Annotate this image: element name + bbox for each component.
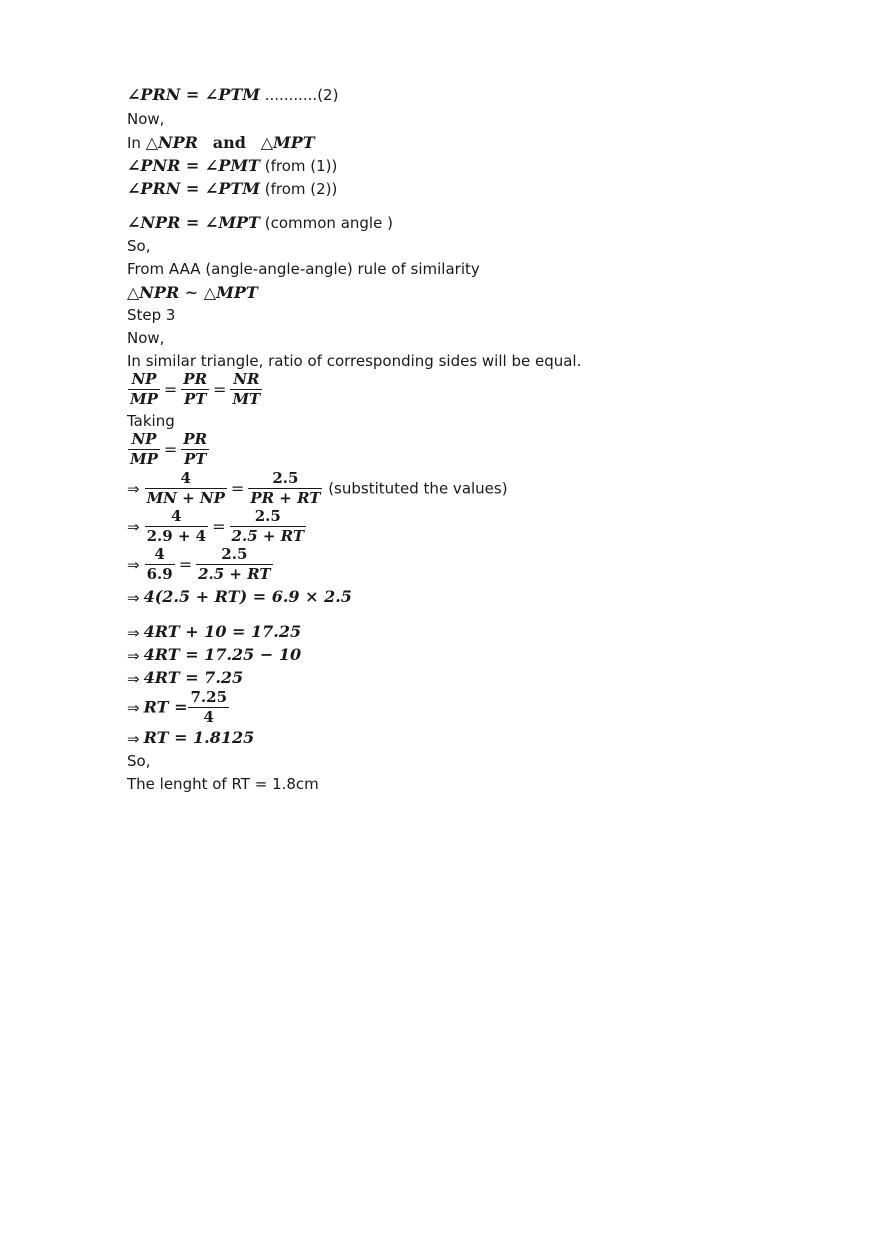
math-expression: ∠NPR = ∠MPT — [127, 213, 260, 232]
equation-line — [127, 622, 301, 643]
numerator: 2.5 — [248, 469, 322, 489]
math-expression: △MPT — [260, 133, 315, 152]
implies-arrow: ⇒ — [127, 669, 140, 688]
implies-arrow: ⇒ — [127, 646, 140, 665]
implies-arrow: ⇒ — [127, 555, 140, 574]
numerator: NR — [230, 370, 262, 390]
math-expression: 4(2.5 + RT) = 6.9 × 2.5 — [143, 587, 352, 606]
numerator: NP — [128, 430, 160, 450]
math-expression: △NPR ∼ △MPT — [127, 283, 258, 302]
equation-line — [127, 283, 258, 303]
denominator: PT — [183, 450, 207, 468]
fraction — [145, 507, 209, 546]
equation-line — [127, 133, 315, 153]
numerator: PR — [183, 370, 208, 388]
fraction — [181, 370, 209, 409]
fraction — [248, 469, 322, 508]
denominator: MN + NP — [146, 489, 225, 507]
text-fragment: (from (1)) — [259, 157, 338, 175]
numerator: 4 — [145, 469, 227, 489]
fraction — [128, 370, 160, 409]
fraction-equation — [127, 545, 274, 584]
numerator: PR — [183, 430, 208, 448]
denominator: PR + RT — [250, 489, 321, 507]
step-heading: Step 3 — [127, 306, 176, 324]
fraction — [145, 469, 227, 508]
fraction-equation — [127, 469, 508, 508]
equation-line — [127, 179, 337, 199]
final-answer: The lenght of RT = 1.8cm — [127, 775, 319, 793]
implies-arrow: ⇒ — [127, 588, 140, 607]
implies-arrow: ⇒ — [127, 623, 140, 642]
text-fragment: (substituted the values) — [323, 479, 508, 498]
text-fragment: (common angle ) — [259, 214, 393, 232]
text-fragment: In — [127, 134, 146, 152]
text-line: Now, — [127, 329, 165, 347]
equation-line — [127, 85, 338, 105]
equation-line — [127, 156, 337, 176]
denominator: 4 — [203, 708, 214, 726]
equals-sign: = — [213, 379, 227, 399]
text-line: Now, — [127, 110, 165, 128]
fraction — [128, 430, 160, 469]
equation-line — [127, 213, 393, 233]
denominator: PT — [183, 390, 207, 408]
denominator: MT — [232, 390, 261, 408]
implies-arrow: ⇒ — [127, 729, 140, 748]
text-line: From AAA (angle-angle-angle) rule of similarity — [127, 260, 480, 278]
equation-line — [127, 668, 243, 689]
fraction — [145, 545, 175, 584]
implies-arrow: ⇒ — [127, 517, 140, 536]
fraction — [230, 507, 306, 546]
math-expression: RT = — [143, 697, 188, 717]
equation-line — [127, 645, 301, 666]
text-line: In similar triangle, ratio of corresponding sides will be equal. — [127, 352, 582, 370]
text-line: So, — [127, 237, 151, 255]
equals-sign: = — [230, 478, 245, 498]
equals-sign: = — [178, 554, 193, 574]
denominator: 2.5 + RT — [198, 565, 271, 583]
equals-sign: = — [163, 439, 178, 459]
math-and: and — [212, 133, 246, 152]
fraction — [181, 430, 209, 469]
math-expression: △NPR — [145, 133, 198, 152]
numerator: 7.25 — [190, 688, 228, 706]
text-fragment: (from (2)) — [259, 180, 338, 198]
equals-sign: = — [212, 516, 226, 536]
implies-arrow: ⇒ — [127, 479, 140, 498]
numerator: 4 — [145, 545, 175, 565]
fraction-equation — [127, 688, 230, 727]
math-expression: ∠PRN = ∠PTM — [127, 85, 260, 104]
equation-reference: ...........(2) — [264, 86, 339, 104]
math-expression: 4RT = 7.25 — [143, 668, 244, 687]
denominator: 2.9 + 4 — [146, 527, 207, 545]
fraction — [230, 370, 262, 409]
equals-sign: = — [163, 379, 178, 399]
fraction — [196, 545, 272, 584]
fraction-equation — [127, 507, 307, 546]
numerator: 2.5 — [196, 545, 272, 565]
math-expression: RT = 1.8125 — [143, 728, 255, 747]
text-line: Taking — [127, 412, 175, 430]
numerator: NP — [128, 370, 160, 390]
implies-arrow: ⇒ — [127, 698, 140, 717]
numerator: 2.5 — [230, 507, 306, 527]
denominator: MP — [130, 390, 158, 408]
math-expression: ∠PNR = ∠PMT — [127, 156, 260, 175]
math-expression: ∠PRN = ∠PTM — [127, 179, 260, 198]
math-expression: 4RT + 10 = 17.25 — [143, 622, 302, 641]
equation-line — [127, 587, 352, 608]
equation-line — [127, 728, 254, 749]
math-expression: 4RT = 17.25 − 10 — [143, 645, 302, 664]
fraction-equation — [127, 430, 210, 469]
denominator: 2.5 + RT — [231, 527, 305, 545]
denominator: 6.9 — [146, 565, 173, 583]
denominator: MP — [130, 450, 158, 468]
text-line: So, — [127, 752, 151, 770]
numerator: 4 — [145, 507, 209, 527]
fraction — [188, 688, 229, 727]
fraction-equation — [127, 370, 263, 409]
